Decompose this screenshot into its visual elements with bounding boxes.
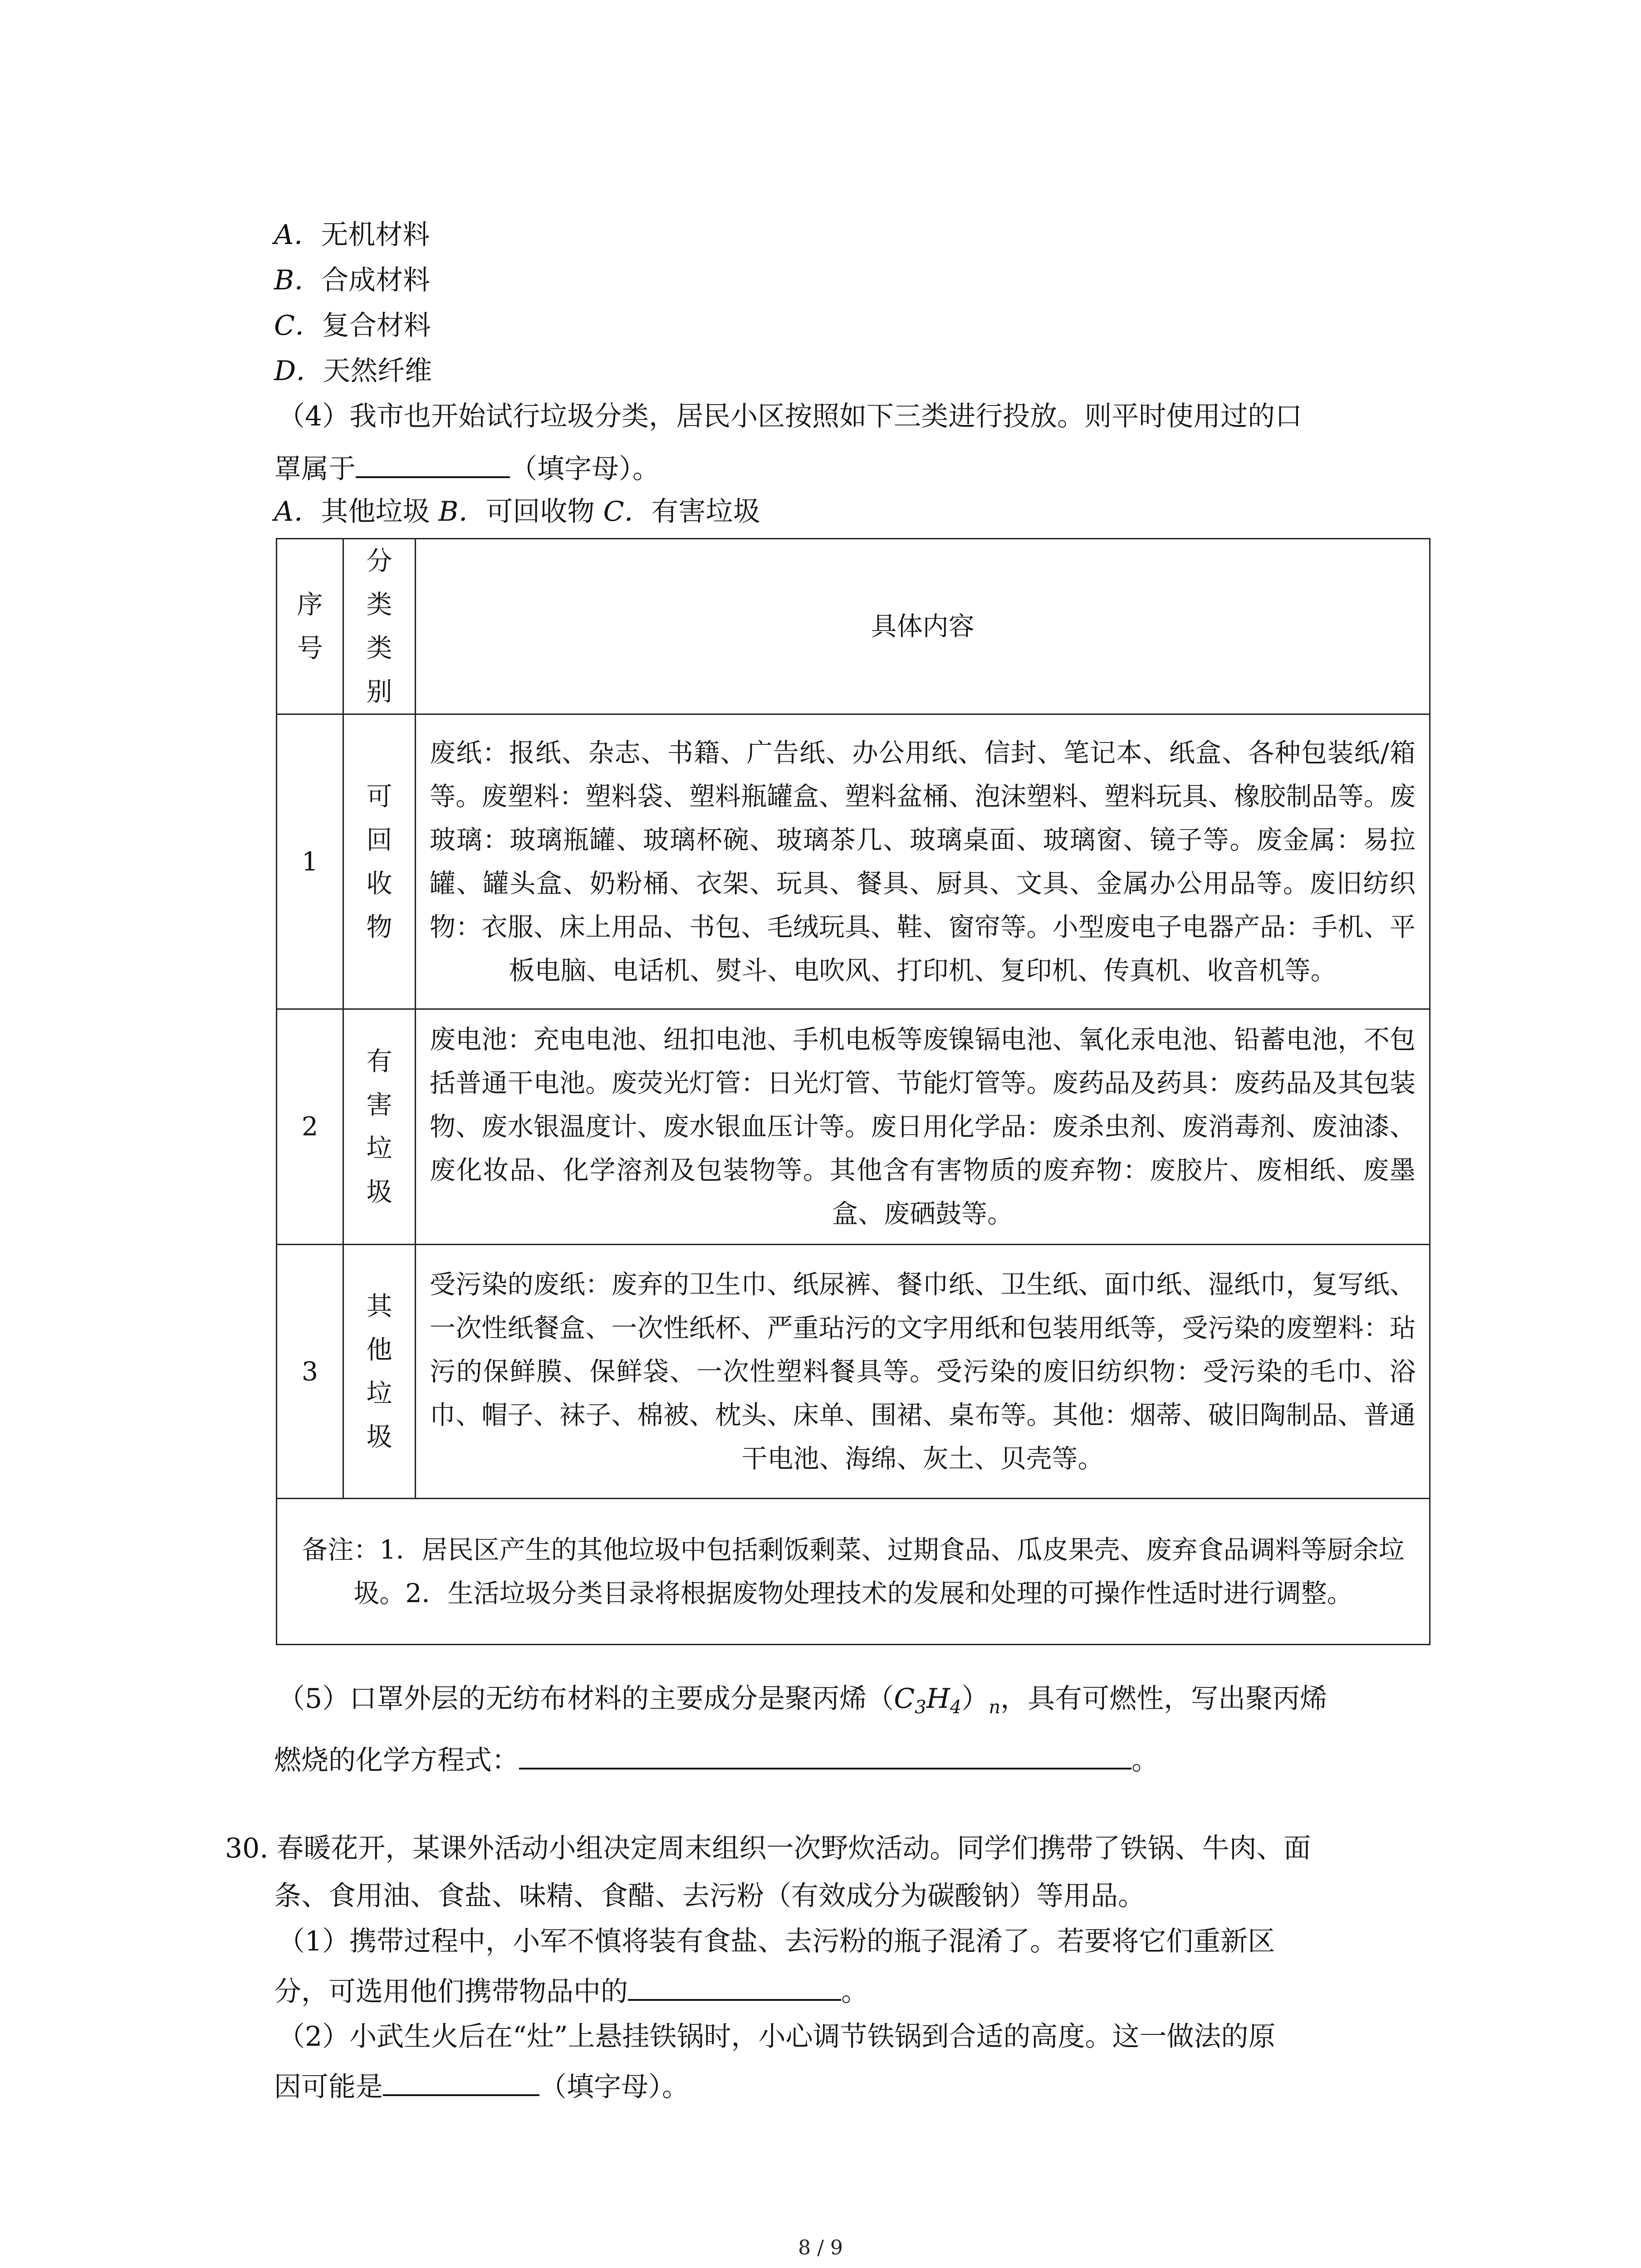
option-b: B．合成材料 [274, 264, 431, 296]
q5-equation-blank[interactable] [519, 1740, 1132, 1769]
row-content: 废电池：充电电池、纽扣电池、手机电板等废镍镉电池、氧化汞电池、铅蓄电池，不包括普通干电池。废荧光灯管：日光灯管、节能灯管等。废药品及药具：废药品及其包装物、废水银温度计、废水银血压计等。废日用化学品：废杀虫剂、废消毒剂、废油漆、废化妆品、化学溶剂及包装物等。其他含有害物质的废弃物：废胶片、废相纸、废墨盒、废硒鼓等。 [416, 1009, 1430, 1245]
q4-line2: 罩属于 （填字母）。 [274, 448, 660, 487]
table-header-row [277, 539, 1430, 714]
row-category: 有害垃圾 [343, 1009, 416, 1245]
row-category: 可回收物 [343, 714, 416, 1009]
table-note: 备注：1．居民区产生的其他垃圾中包括剩饭剩菜、过期食品、瓜皮果壳、废弃食品调料等厨余垃圾。2．生活垃圾分类目录将根据废物处理技术的发展和处理的可操作性适时进行调整。 [277, 1499, 1430, 1645]
header-index: 序号 [277, 539, 343, 714]
q30-part2-line2: 因可能是 （填字母）。 [274, 2066, 689, 2105]
header-content: 具体内容 [416, 539, 1430, 714]
q5-line2: 燃烧的化学方程式： 。 [274, 1740, 1159, 1779]
q4-choices: A．其他垃圾 B．可回收物 C．有害垃圾 [274, 496, 760, 528]
q30-line1: 30. 春暖花开，某课外活动小组决定周末组织一次野炊活动。同学们携带了铁锅、牛肉、面 [225, 1833, 1311, 1864]
row-index: 2 [277, 1009, 343, 1245]
q30-part2-line1: （2）小武生火后在“灶”上悬挂铁锅时，小心调节铁锅到合适的高度。这一做法的原 [278, 2021, 1276, 2053]
header-category: 分类类别 [343, 539, 416, 714]
q30-part2-blank[interactable] [383, 2066, 539, 2096]
option-c: C．复合材料 [274, 310, 431, 342]
q30-part1-line1: （1）携带过程中，小军不慎将装有食盐、去污粉的瓶子混淆了。若要将它们重新区 [278, 1926, 1275, 1957]
table-note-row [277, 1499, 1430, 1645]
q30-part1-line2: 分，可选用他们携带物品中的 。 [274, 1971, 868, 2010]
row-content: 受污染的废纸：废弃的卫生巾、纸尿裤、餐巾纸、卫生纸、面巾纸、湿纸巾，复写纸、一次性纸餐盒、一次性纸杯、严重玷污的文字用纸和包装用纸等，受污染的废塑料：玷污的保鲜膜、保鲜袋、一次性塑料餐具等。受污染的废旧纺织物：受污染的毛巾、浴巾、帽子、袜子、棉被、枕头、床单、围裙、桌布等。其他：烟蒂、破旧陶制品、普通干电池、海绵、灰土、贝壳等。 [416, 1245, 1430, 1499]
row-index: 1 [277, 714, 343, 1009]
page-number: 8 / 9 [798, 2236, 843, 2259]
q4-answer-blank[interactable] [356, 448, 510, 478]
q5-line1: （5）口罩外层的无纺布材料的主要成分是聚丙烯$(C_3H_4)_n$，具有可燃性，写出聚丙烯 [278, 1683, 1327, 1718]
q30-part1-blank[interactable] [628, 1971, 841, 2001]
row-index: 3 [277, 1245, 343, 1499]
row-content: 废纸：报纸、杂志、书籍、广告纸、办公用纸、信封、笔记本、纸盒、各种包装纸/箱等。废塑料：塑料袋、塑料瓶罐盒、塑料盆桶、泡沫塑料、塑料玩具、橡胶制品等。废玻璃：玻璃瓶罐、玻璃杯碗、玻璃茶几、玻璃桌面、玻璃窗、镜子等。废金属：易拉罐、罐头盒、奶粉桶、衣架、玩具、餐具、厨具、文具、金属办公用品等。废旧纺织物：衣服、床上用品、书包、毛绒玩具、鞋、窗帘等。小型废电子电器产品：手机、平板电脑、电话机、熨斗、电吹风、打印机、复印机、传真机、收音机等。 [416, 714, 1430, 1009]
option-a: A．无机材料 [274, 219, 430, 251]
q30-line2: 条、食用油、食盐、味精、食醋、去污粉（有效成分为碳酸钠）等用品。 [274, 1880, 1145, 1912]
row-category: 其他垃圾 [343, 1245, 416, 1499]
waste-classification-table [276, 538, 1430, 1645]
option-d: D．天然纤维 [274, 355, 432, 387]
table-row [277, 714, 1430, 1009]
table-row [277, 1009, 1430, 1245]
q4-line1: （4）我市也开始试行垃圾分类，居民小区按照如下三类进行投放。则平时使用过的口 [278, 401, 1303, 432]
table-row [277, 1245, 1430, 1499]
